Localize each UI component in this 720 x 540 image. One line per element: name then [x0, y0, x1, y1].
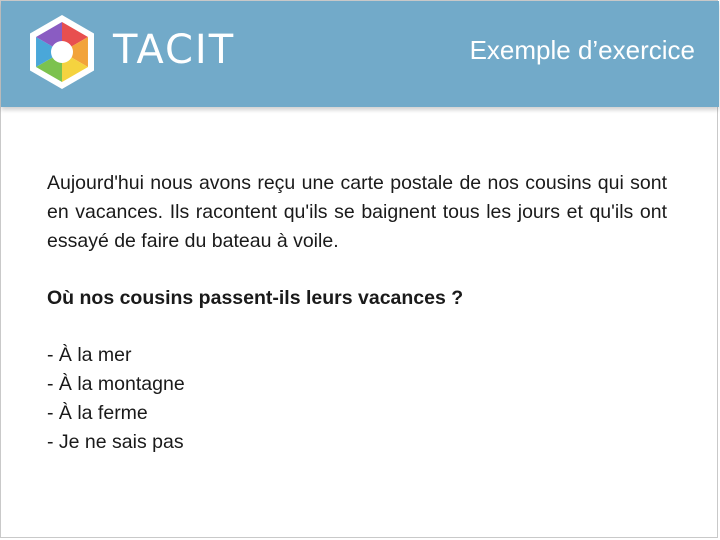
exercise-question: Où nos cousins passent-ils leurs vacances ?: [47, 287, 464, 309]
answer-option: - À la mer: [47, 344, 132, 366]
answer-options: [47, 341, 667, 457]
header-bar: [1, 1, 719, 107]
answer-option: - À la ferme: [47, 402, 148, 424]
answer-option: - À la montagne: [47, 373, 185, 395]
exercise-text: Aujourd'hui nous avons reçu une carte postale de nos cousins qui sont en vacances. Ils racontent qu'ils se baignent tous les jours et qu'ils ont essayé de faire du bateau à voile.: [47, 172, 667, 252]
tacit-logo-icon: [23, 13, 101, 91]
answer-option: - Je ne sais pas: [47, 431, 184, 453]
brand-name: TACIT: [113, 27, 236, 73]
slide-title: Exemple d’exercice: [469, 35, 695, 65]
exercise-content: [47, 169, 667, 457]
